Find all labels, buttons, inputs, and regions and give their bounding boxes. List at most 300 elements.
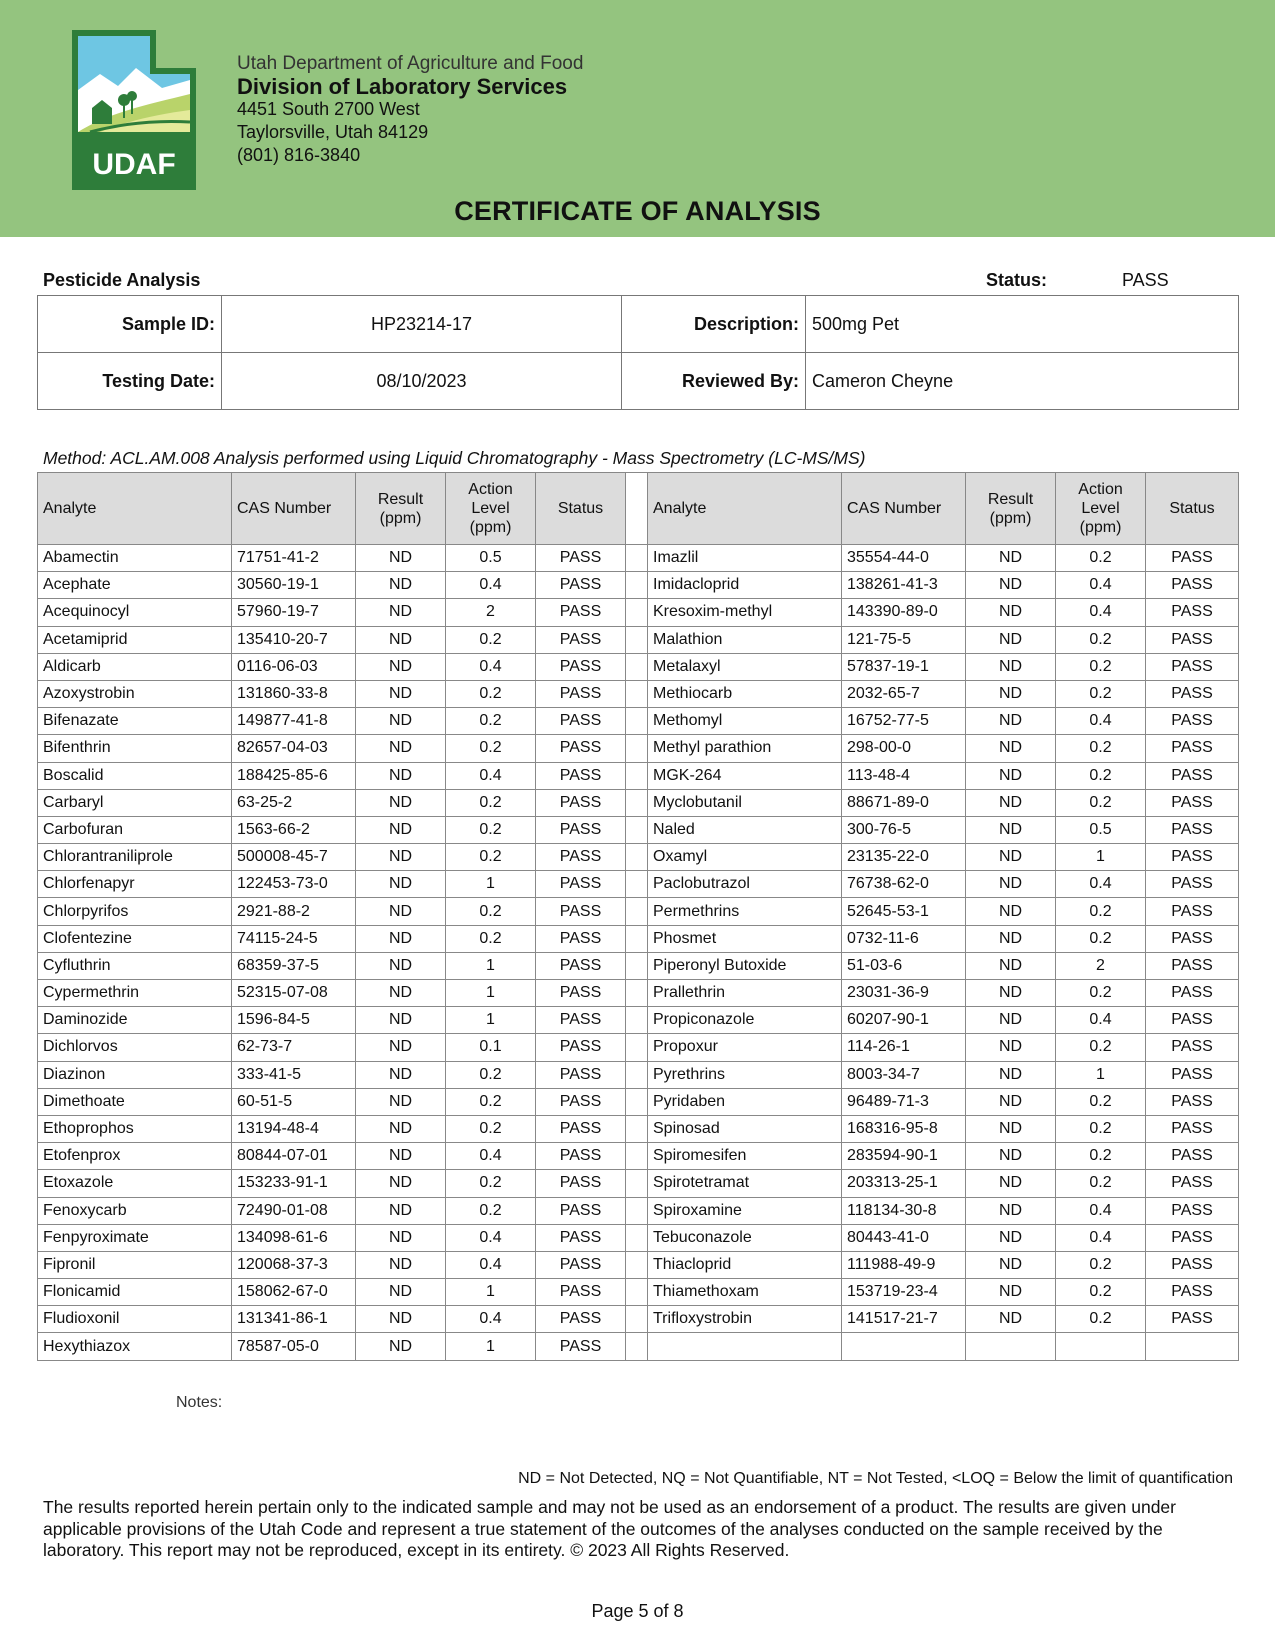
table-row [38, 1143, 1239, 1170]
left-cas-number-cell: 134098-61-6 [232, 1224, 356, 1251]
action-header-line-1: Action [1078, 481, 1123, 498]
left-analyte-cell: Dichlorvos [38, 1034, 232, 1061]
left-analyte-cell: Carbaryl [38, 789, 232, 816]
division-name: Division of Laboratory Services [237, 74, 568, 99]
cas-header: CAS Number [842, 473, 966, 545]
column-gap [626, 952, 648, 979]
org-block [237, 52, 583, 167]
left-result-cell: ND [356, 545, 446, 572]
column-gap [626, 816, 648, 843]
column-gap [626, 980, 648, 1007]
right-cas-number-cell: 203313-25-1 [842, 1170, 966, 1197]
right-result-cell: ND [966, 735, 1056, 762]
left-analyte-cell: Acephate [38, 572, 232, 599]
page-number: Page 5 of 8 [591, 1601, 684, 1621]
right-result-cell: ND [966, 545, 1056, 572]
left-cas-number-cell: 1596-84-5 [232, 1007, 356, 1034]
left-action-level-cell: 1 [446, 1279, 536, 1306]
right-cas-number-cell: 16752-77-5 [842, 708, 966, 735]
right-analyte-cell: Methyl parathion [648, 735, 842, 762]
left-action-level-cell: 0.2 [446, 898, 536, 925]
column-gap [626, 1115, 648, 1142]
left-analyte-cell: Chlorpyrifos [38, 898, 232, 925]
right-status-cell: PASS [1146, 762, 1239, 789]
left-status-cell: PASS [536, 1143, 626, 1170]
column-gap [626, 599, 648, 626]
left-analyte-cell: Chlorfenapyr [38, 871, 232, 898]
left-cas-number-cell: 63-25-2 [232, 789, 356, 816]
right-cas-number-cell: 283594-90-1 [842, 1143, 966, 1170]
table-row [38, 1306, 1239, 1333]
column-gap [626, 762, 648, 789]
right-analyte-cell: Pyridaben [648, 1088, 842, 1115]
left-status-cell: PASS [536, 871, 626, 898]
right-cas-number-cell: 52645-53-1 [842, 898, 966, 925]
right-result-cell: ND [966, 816, 1056, 843]
right-status-cell: PASS [1146, 1143, 1239, 1170]
right-result-cell: ND [966, 952, 1056, 979]
udaf-logo [70, 28, 198, 192]
left-cas-number-cell: 188425-85-6 [232, 762, 356, 789]
right-cas-number-cell: 80443-41-0 [842, 1224, 966, 1251]
right-analyte-cell: Kresoxim-methyl [648, 599, 842, 626]
left-analyte-cell: Acetamiprid [38, 626, 232, 653]
right-action-level-cell: 0.2 [1056, 762, 1146, 789]
right-result-cell: ND [966, 898, 1056, 925]
right-cas-number-cell: 60207-90-1 [842, 1007, 966, 1034]
right-result-cell: ND [966, 1251, 1056, 1278]
left-status-cell: PASS [536, 898, 626, 925]
right-status-cell: PASS [1146, 1088, 1239, 1115]
left-status-cell: PASS [536, 1279, 626, 1306]
right-result-cell: ND [966, 844, 1056, 871]
left-cas-number-cell: 30560-19-1 [232, 572, 356, 599]
left-analyte-cell: Flonicamid [38, 1279, 232, 1306]
left-status-cell: PASS [536, 545, 626, 572]
table-row [38, 898, 1239, 925]
right-status-cell: PASS [1146, 844, 1239, 871]
right-status-cell: PASS [1146, 626, 1239, 653]
overall-status-value: PASS [1122, 270, 1169, 290]
analyte-header: Analyte [38, 473, 232, 545]
left-status-cell: PASS [536, 844, 626, 871]
table-row [38, 1115, 1239, 1142]
right-cas-number-cell: 114-26-1 [842, 1034, 966, 1061]
left-action-level-cell: 0.5 [446, 545, 536, 572]
left-cas-number-cell: 0116-06-03 [232, 653, 356, 680]
phone-number: (801) 816-3840 [237, 145, 361, 165]
right-result-cell: ND [966, 871, 1056, 898]
left-action-level-cell: 0.2 [446, 680, 536, 707]
table-row [38, 1061, 1239, 1088]
right-status-cell: PASS [1146, 1034, 1239, 1061]
left-action-level-cell: 0.1 [446, 1034, 536, 1061]
column-gap [626, 1143, 648, 1170]
right-action-level-cell: 1 [1056, 1061, 1146, 1088]
left-action-level-cell: 0.2 [446, 1115, 536, 1142]
left-result-cell: ND [356, 1224, 446, 1251]
table-row [38, 871, 1239, 898]
right-action-level-cell: 0.2 [1056, 1115, 1146, 1142]
right-cas-number-cell: 23031-36-9 [842, 980, 966, 1007]
left-action-level-cell: 0.4 [446, 1143, 536, 1170]
left-result-cell: ND [356, 816, 446, 843]
left-analyte-cell: Cyfluthrin [38, 952, 232, 979]
left-analyte-cell: Fenoxycarb [38, 1197, 232, 1224]
right-analyte-cell [648, 1333, 842, 1360]
column-gap [626, 653, 648, 680]
action-header-line-3: (ppm) [1079, 519, 1122, 536]
left-analyte-cell: Acequinocyl [38, 599, 232, 626]
left-cas-number-cell: 13194-48-4 [232, 1115, 356, 1142]
right-cas-number-cell: 168316-95-8 [842, 1115, 966, 1142]
left-analyte-cell: Fenpyroximate [38, 1224, 232, 1251]
left-action-level-cell: 0.2 [446, 1170, 536, 1197]
right-analyte-cell: Myclobutanil [648, 789, 842, 816]
right-action-level-cell: 0.2 [1056, 1279, 1146, 1306]
column-gap [626, 1034, 648, 1061]
left-action-level-cell: 0.2 [446, 816, 536, 843]
right-cas-number-cell: 300-76-5 [842, 816, 966, 843]
right-cas-number-cell: 76738-62-0 [842, 871, 966, 898]
left-result-cell: ND [356, 1251, 446, 1278]
column-gap [626, 1088, 648, 1115]
left-action-level-cell: 0.4 [446, 1251, 536, 1278]
left-cas-number-cell: 158062-67-0 [232, 1279, 356, 1306]
right-action-level-cell: 0.2 [1056, 653, 1146, 680]
column-gap [626, 680, 648, 707]
left-cas-number-cell: 131860-33-8 [232, 680, 356, 707]
column-gap [626, 1333, 648, 1360]
right-analyte-cell: Spiromesifen [648, 1143, 842, 1170]
right-analyte-cell: Spirotetramat [648, 1170, 842, 1197]
left-result-cell: ND [356, 626, 446, 653]
right-result-cell: ND [966, 1034, 1056, 1061]
right-status-cell: PASS [1146, 735, 1239, 762]
address-line-2: Taylorsville, Utah 84129 [237, 122, 429, 142]
right-status-cell: PASS [1146, 1306, 1239, 1333]
left-action-level-cell: 1 [446, 952, 536, 979]
testing-date-value: 08/10/2023 [222, 353, 622, 410]
result-header-line-2: (ppm) [989, 509, 1032, 527]
table-row [38, 1088, 1239, 1115]
right-analyte-cell: Tebuconazole [648, 1224, 842, 1251]
column-gap [626, 871, 648, 898]
left-action-level-cell: 2 [446, 599, 536, 626]
results-table [37, 472, 1239, 1361]
info-row [38, 353, 1239, 410]
left-cas-number-cell: 131341-86-1 [232, 1306, 356, 1333]
left-result-cell: ND [356, 789, 446, 816]
left-cas-number-cell: 2921-88-2 [232, 898, 356, 925]
left-analyte-cell: Etofenprox [38, 1143, 232, 1170]
right-analyte-cell: Methomyl [648, 708, 842, 735]
left-cas-number-cell: 82657-04-03 [232, 735, 356, 762]
table-row [38, 1197, 1239, 1224]
right-cas-number-cell: 118134-30-8 [842, 1197, 966, 1224]
right-action-level-cell: 0.2 [1056, 789, 1146, 816]
right-analyte-cell: Prallethrin [648, 980, 842, 1007]
right-status-cell: PASS [1146, 1007, 1239, 1034]
left-result-cell: ND [356, 708, 446, 735]
left-status-cell: PASS [536, 1115, 626, 1142]
department-name: Utah Department of Agriculture and Food [237, 53, 584, 74]
right-cas-number-cell: 35554-44-0 [842, 545, 966, 572]
sample-id-value: HP23214-17 [222, 296, 622, 353]
right-cas-number-cell: 96489-71-3 [842, 1088, 966, 1115]
table-row [38, 1333, 1239, 1360]
right-analyte-cell: Spinosad [648, 1115, 842, 1142]
left-cas-number-cell: 149877-41-8 [232, 708, 356, 735]
right-result-cell [966, 1333, 1056, 1360]
left-action-level-cell: 1 [446, 980, 536, 1007]
right-cas-number-cell: 0732-11-6 [842, 925, 966, 952]
left-analyte-cell: Etoxazole [38, 1170, 232, 1197]
description-value: 500mg Pet [806, 296, 1239, 353]
method-statement: Method: ACL.AM.008 Analysis performed using Liquid Chromatography - Mass Spectrometry (LC-MS/MS) [43, 448, 866, 468]
right-action-level-cell: 0.2 [1056, 735, 1146, 762]
left-result-cell: ND [356, 980, 446, 1007]
left-result-cell: ND [356, 1143, 446, 1170]
right-result-cell: ND [966, 599, 1056, 626]
right-action-level-cell: 0.2 [1056, 1170, 1146, 1197]
left-status-cell: PASS [536, 762, 626, 789]
left-status-cell: PASS [536, 1034, 626, 1061]
right-result-cell: ND [966, 1306, 1056, 1333]
left-analyte-cell: Clofentezine [38, 925, 232, 952]
right-analyte-cell: Oxamyl [648, 844, 842, 871]
left-result-cell: ND [356, 1007, 446, 1034]
left-analyte-cell: Bifenazate [38, 708, 232, 735]
right-status-cell: PASS [1146, 572, 1239, 599]
notes-label: Notes: [176, 1394, 223, 1411]
right-analyte-cell: Imazlil [648, 545, 842, 572]
left-action-level-cell: 0.2 [446, 1088, 536, 1115]
right-cas-number-cell: 141517-21-7 [842, 1306, 966, 1333]
table-row [38, 1279, 1239, 1306]
left-analyte-cell: Fludioxonil [38, 1306, 232, 1333]
action-header-line-3: (ppm) [469, 519, 512, 536]
right-cas-number-cell: 57837-19-1 [842, 653, 966, 680]
column-gap [626, 1061, 648, 1088]
right-action-level-cell: 0.2 [1056, 898, 1146, 925]
right-result-cell: ND [966, 1088, 1056, 1115]
action-level-header [1056, 473, 1146, 545]
right-action-level-cell: 1 [1056, 844, 1146, 871]
left-status-cell: PASS [536, 680, 626, 707]
right-cas-number-cell: 121-75-5 [842, 626, 966, 653]
reviewed-by-value: Cameron Cheyne [806, 353, 1239, 410]
table-row [38, 762, 1239, 789]
column-gap [626, 708, 648, 735]
right-status-cell: PASS [1146, 653, 1239, 680]
left-result-cell: ND [356, 1197, 446, 1224]
right-action-level-cell: 0.4 [1056, 599, 1146, 626]
left-cas-number-cell: 68359-37-5 [232, 952, 356, 979]
left-action-level-cell: 1 [446, 1333, 536, 1360]
left-status-cell: PASS [536, 925, 626, 952]
left-cas-number-cell: 120068-37-3 [232, 1251, 356, 1278]
left-status-cell: PASS [536, 653, 626, 680]
table-row [38, 626, 1239, 653]
right-action-level-cell: 0.2 [1056, 1251, 1146, 1278]
left-result-cell: ND [356, 680, 446, 707]
right-result-cell: ND [966, 572, 1056, 599]
right-status-cell: PASS [1146, 1279, 1239, 1306]
left-cas-number-cell: 1563-66-2 [232, 816, 356, 843]
right-action-level-cell: 0.2 [1056, 626, 1146, 653]
right-action-level-cell: 0.2 [1056, 925, 1146, 952]
right-result-cell: ND [966, 1197, 1056, 1224]
right-result-cell: ND [966, 789, 1056, 816]
column-gap [626, 545, 648, 572]
left-analyte-cell: Boscalid [38, 762, 232, 789]
right-result-cell: ND [966, 980, 1056, 1007]
disclaimer-text: The results reported herein pertain only to the indicated sample and may not be used as an endorsement of a product. The results are given under applicable provisions of the Utah Code and represent a true statement of the outcomes of the analyses conducted on the sample received by the laboratory. This report may not be reproduced, except in its entirety. © 2023 All Rights Reserved. [43, 1497, 1176, 1560]
right-status-cell: PASS [1146, 1170, 1239, 1197]
table-row [38, 952, 1239, 979]
left-analyte-cell: Diazinon [38, 1061, 232, 1088]
right-result-cell: ND [966, 1143, 1056, 1170]
left-analyte-cell: Ethoprophos [38, 1115, 232, 1142]
left-cas-number-cell: 72490-01-08 [232, 1197, 356, 1224]
left-cas-number-cell: 333-41-5 [232, 1061, 356, 1088]
right-action-level-cell [1056, 1333, 1146, 1360]
column-gap [626, 572, 648, 599]
right-status-cell: PASS [1146, 680, 1239, 707]
right-action-level-cell: 0.2 [1056, 680, 1146, 707]
left-result-cell: ND [356, 762, 446, 789]
right-analyte-cell: Malathion [648, 626, 842, 653]
left-result-cell: ND [356, 735, 446, 762]
right-analyte-cell: Pyrethrins [648, 1061, 842, 1088]
column-gap [626, 1306, 648, 1333]
right-status-cell: PASS [1146, 1197, 1239, 1224]
left-status-cell: PASS [536, 1007, 626, 1034]
left-cas-number-cell: 78587-05-0 [232, 1333, 356, 1360]
right-status-cell: PASS [1146, 708, 1239, 735]
table-row [38, 1007, 1239, 1034]
right-analyte-cell: Phosmet [648, 925, 842, 952]
right-action-level-cell: 0.2 [1056, 545, 1146, 572]
left-status-cell: PASS [536, 708, 626, 735]
left-analyte-cell: Aldicarb [38, 653, 232, 680]
left-status-cell: PASS [536, 980, 626, 1007]
table-row [38, 980, 1239, 1007]
left-result-cell: ND [356, 1279, 446, 1306]
left-status-cell: PASS [536, 1061, 626, 1088]
left-cas-number-cell: 57960-19-7 [232, 599, 356, 626]
left-action-level-cell: 0.4 [446, 762, 536, 789]
right-analyte-cell: Imidacloprid [648, 572, 842, 599]
reviewed-by-label: Reviewed By: [622, 353, 806, 410]
right-cas-number-cell: 23135-22-0 [842, 844, 966, 871]
right-result-cell: ND [966, 1170, 1056, 1197]
abbreviation-legend: ND = Not Detected, NQ = Not Quantifiable, NT = Not Tested, <LOQ = Below the limit of quantification [518, 1470, 1233, 1487]
right-analyte-cell: Thiamethoxam [648, 1279, 842, 1306]
right-result-cell: ND [966, 708, 1056, 735]
table-row [38, 816, 1239, 843]
right-status-cell [1146, 1333, 1239, 1360]
left-status-cell: PASS [536, 626, 626, 653]
left-cas-number-cell: 122453-73-0 [232, 871, 356, 898]
left-status-cell: PASS [536, 1088, 626, 1115]
right-analyte-cell: Thiacloprid [648, 1251, 842, 1278]
left-cas-number-cell: 62-73-7 [232, 1034, 356, 1061]
left-status-cell: PASS [536, 1251, 626, 1278]
table-row [38, 1251, 1239, 1278]
table-row [38, 789, 1239, 816]
left-result-cell: ND [356, 572, 446, 599]
right-result-cell: ND [966, 1224, 1056, 1251]
right-action-level-cell: 0.4 [1056, 708, 1146, 735]
left-analyte-cell: Fipronil [38, 1251, 232, 1278]
right-analyte-cell: Naled [648, 816, 842, 843]
left-analyte-cell: Bifenthrin [38, 735, 232, 762]
column-gap [626, 1007, 648, 1034]
left-action-level-cell: 0.2 [446, 789, 536, 816]
right-action-level-cell: 0.4 [1056, 1224, 1146, 1251]
column-gap [626, 1279, 648, 1306]
right-status-cell: PASS [1146, 1251, 1239, 1278]
action-level-header [446, 473, 536, 545]
sample-info-table [37, 295, 1239, 410]
left-cas-number-cell: 500008-45-7 [232, 844, 356, 871]
right-cas-number-cell: 111988-49-9 [842, 1251, 966, 1278]
column-gap [626, 1251, 648, 1278]
left-cas-number-cell: 80844-07-01 [232, 1143, 356, 1170]
sample-id-label: Sample ID: [38, 296, 222, 353]
table-row [38, 572, 1239, 599]
info-row [38, 296, 1239, 353]
table-row [38, 1224, 1239, 1251]
right-status-cell: PASS [1146, 599, 1239, 626]
left-result-cell: ND [356, 1333, 446, 1360]
left-analyte-cell: Abamectin [38, 545, 232, 572]
right-action-level-cell: 0.2 [1056, 1088, 1146, 1115]
description-label: Description: [622, 296, 806, 353]
right-result-cell: ND [966, 925, 1056, 952]
left-result-cell: ND [356, 1034, 446, 1061]
status-header: Status [1146, 473, 1239, 545]
left-status-cell: PASS [536, 1333, 626, 1360]
left-action-level-cell: 0.2 [446, 1061, 536, 1088]
right-analyte-cell: MGK-264 [648, 762, 842, 789]
right-analyte-cell: Methiocarb [648, 680, 842, 707]
right-analyte-cell: Piperonyl Butoxide [648, 952, 842, 979]
left-result-cell: ND [356, 599, 446, 626]
logo-text: UDAF [92, 148, 176, 181]
table-row [38, 653, 1239, 680]
right-action-level-cell: 0.2 [1056, 1143, 1146, 1170]
left-status-cell: PASS [536, 1197, 626, 1224]
right-cas-number-cell [842, 1333, 966, 1360]
left-action-level-cell: 1 [446, 871, 536, 898]
cas-header: CAS Number [232, 473, 356, 545]
right-analyte-cell: Propiconazole [648, 1007, 842, 1034]
right-cas-number-cell: 8003-34-7 [842, 1061, 966, 1088]
right-result-cell: ND [966, 1007, 1056, 1034]
right-action-level-cell: 0.4 [1056, 572, 1146, 599]
right-cas-number-cell: 298-00-0 [842, 735, 966, 762]
right-action-level-cell: 0.4 [1056, 1007, 1146, 1034]
left-action-level-cell: 0.2 [446, 735, 536, 762]
result-header-line-1: Result [987, 490, 1034, 508]
left-status-cell: PASS [536, 572, 626, 599]
left-action-level-cell: 0.4 [446, 1306, 536, 1333]
right-analyte-cell: Permethrins [648, 898, 842, 925]
right-cas-number-cell: 51-03-6 [842, 952, 966, 979]
